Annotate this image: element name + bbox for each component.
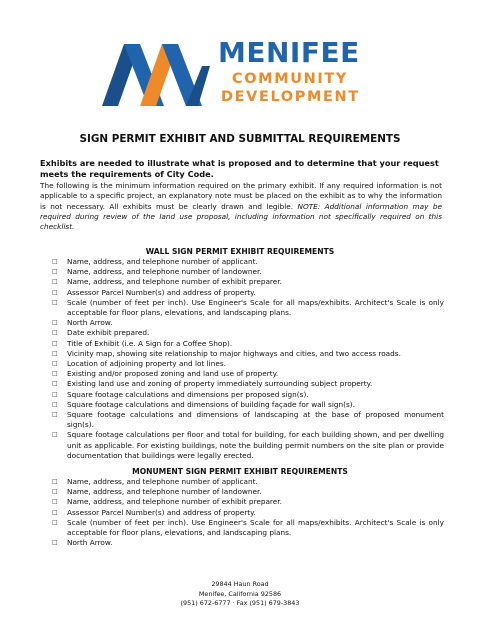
checklist-item-text: Title of Exhibit (i.e. A Sign for a Coffee Shop). [67, 338, 233, 348]
checkbox-icon[interactable]: □ [52, 380, 58, 388]
checkbox-icon[interactable]: □ [52, 278, 58, 286]
checklist-item [52, 298, 444, 318]
checklist-item-text: Assessor Parcel Number(s) and address of property. [67, 507, 256, 517]
checklist-item-text: Location of adjoining property and lot lines. [67, 359, 226, 369]
checklist-item [52, 430, 444, 461]
checkbox-icon[interactable]: □ [52, 258, 58, 265]
checklist-item [52, 288, 444, 298]
checklist-item [52, 349, 444, 359]
checkbox-icon[interactable]: □ [52, 400, 58, 408]
footer-street: 29844 Haun Road [211, 580, 269, 588]
checkbox-icon[interactable]: □ [52, 339, 58, 347]
checklist-item-text: Scale (number of feet per inch). Use Engineer's Scale for all maps/exhibits. Architect's Scale is only acceptable for floor plans, elevations, and landscaping plans. [67, 517, 444, 538]
checkbox-icon[interactable]: □ [52, 349, 58, 357]
checkbox-icon[interactable]: □ [52, 390, 58, 398]
checkbox-icon[interactable]: □ [52, 431, 58, 439]
checklist-item-text: Square footage calculations and dimensions of building façade for wall sign(s). [67, 399, 355, 409]
checkbox-icon[interactable]: □ [52, 329, 58, 337]
intro-text: Exhibits are needed to illustrate what is proposed and to determine that your request meets the requirements of City Code. [40, 158, 439, 179]
checkbox-icon[interactable]: □ [52, 539, 58, 547]
wall-section-heading: WALL SIGN PERMIT EXHIBIT REQUIREMENTS [145, 247, 335, 256]
checklist-item-text: Square footage calculations and dimensions of landscaping at the base of proposed monument sign(s). [67, 410, 444, 430]
checklist-item-text: Square footage calculations and dimensions per proposed sign(s). [67, 389, 309, 399]
checklist-item-text: Assessor Parcel Number(s) and address of property. [67, 287, 256, 297]
checklist-item-text: North Arrow. [67, 318, 113, 328]
instructions-paragraph [40, 181, 442, 232]
footer-city: Menifee, California 92586 [198, 589, 282, 598]
checklist-item [52, 497, 444, 507]
checklist-item [52, 400, 444, 410]
checkbox-icon[interactable]: □ [52, 411, 58, 419]
checklist-item [52, 518, 444, 538]
logo-line-community: COMMUNITY [232, 71, 348, 87]
checkbox-icon[interactable]: □ [52, 268, 58, 276]
checkbox-icon[interactable]: □ [52, 518, 58, 526]
checklist-item [52, 267, 444, 277]
checklist-item [52, 390, 444, 400]
checklist-item [52, 410, 444, 430]
checklist-item [52, 277, 444, 287]
checklist-item-text: Date exhibit prepared. [67, 328, 150, 338]
checklist-item [52, 487, 444, 497]
checklist-item-text: Vicinity map, showing site relationship to major highways and cities, and two access roads. [67, 348, 401, 358]
checkbox-icon[interactable]: □ [52, 488, 58, 496]
checklist-item [52, 477, 444, 487]
checklist-item-text: Existing and/or proposed zoning and land use of property. [67, 369, 279, 379]
logo-name: MENIFEE [218, 36, 360, 69]
checklist-item [52, 257, 444, 267]
menifee-logo [102, 36, 380, 106]
checkbox-icon[interactable]: □ [52, 319, 58, 327]
monument-requirements-list [52, 477, 444, 548]
logo-mark-icon [102, 36, 214, 106]
checkbox-icon[interactable]: □ [52, 360, 58, 368]
checklist-item [52, 538, 444, 548]
checklist-item [52, 359, 444, 369]
wall-requirements-list [52, 257, 444, 461]
checklist-item [52, 328, 444, 338]
instructions-note: NOTE: Additional information may be required during review of the land use proposal, including information not specifically required on this checklist. [40, 201, 442, 232]
monument-section-heading: MONUMENT SIGN PERMIT EXHIBIT REQUIREMENTS [132, 467, 348, 476]
checklist-item [52, 379, 444, 389]
document-title: SIGN PERMIT EXHIBIT AND SUBMITTAL REQUIREMENTS [79, 133, 401, 145]
checklist-item-text: Name, address, and telephone number of landowner. [67, 487, 262, 497]
checklist-item-text: Name, address, and telephone number of exhibit preparer. [67, 277, 282, 287]
checkbox-icon[interactable]: □ [52, 298, 58, 306]
checklist-item [52, 339, 444, 349]
instructions-text: The following is the minimum information required on the primary exhibit. If any required information is not applicable to a specific project, an explanatory note must be placed on the exhibit as to why the information is not necessary. All exhibits must be clearly drawn and legible. [40, 181, 442, 211]
footer-address [0, 580, 480, 609]
checklist-item-text: Name, address, and telephone number of landowner. [67, 267, 262, 277]
logo-line-development: DEVELOPMENT [221, 89, 360, 105]
checklist-item-text: North Arrow. [67, 538, 113, 548]
checklist-item [52, 508, 444, 518]
checkbox-icon[interactable]: □ [52, 498, 58, 506]
checklist-item-text: Name, address, and telephone number of exhibit preparer. [67, 497, 282, 507]
checklist-item-text: Name, address, and telephone number of applicant. [67, 257, 258, 266]
checklist-item [52, 318, 444, 328]
checklist-item-text: Name, address, and telephone number of applicant. [67, 477, 258, 486]
footer-phone: (951) 672-6777 · Fax (951) 679-3843 [180, 599, 300, 607]
checkbox-icon[interactable]: □ [52, 508, 58, 516]
checklist-item [52, 369, 444, 379]
checkbox-icon[interactable]: □ [52, 478, 58, 485]
checkbox-icon[interactable]: □ [52, 370, 58, 378]
checklist-item-text: Scale (number of feet per inch). Use Engineer's Scale for all maps/exhibits. Architect's Scale is only acceptable for floor plans, elevations, and landscaping plans. [67, 297, 444, 318]
checkbox-icon[interactable]: □ [52, 288, 58, 296]
checklist-item-text: Existing land use and zoning of property immediately surrounding subject property. [67, 379, 373, 389]
checklist-item-text: Square footage calculations per floor and total for building, for each building shown, and per dwelling unit as applicable. For existing buildings, note the building permit numbers on the site plan or provide documentation that buildings were legally erected. [67, 430, 444, 460]
